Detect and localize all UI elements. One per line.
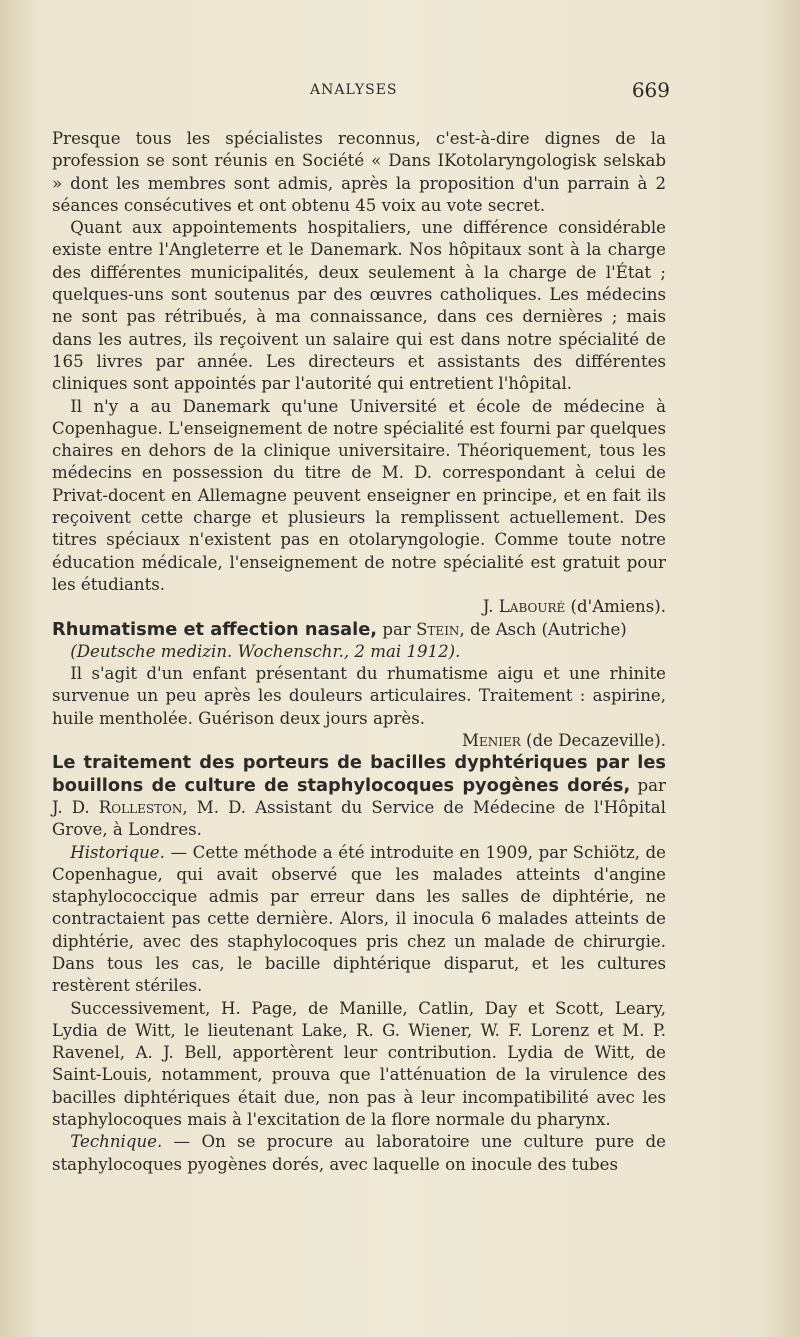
paragraph-rhumatisme: Il s'agit d'un enfant présentant du rhumatisme aigu et une rhinite survenue un peu après les douleurs articulaires. Traitement : aspirine, huile mentholée. Guérison deux jours après. — [52, 664, 666, 728]
article-author: Rolleston — [98, 797, 183, 817]
signature-laboure — [52, 596, 666, 618]
article-heading-rhumatisme — [52, 619, 666, 641]
source-citation: (Deutsche medizin. Wochenschr., 2 mai 1912). — [70, 641, 461, 661]
article-title: Le traitement des porteurs de bacilles dyphtériques par les bouillons de culture de staphylocoques pyogènes dorés, — [52, 752, 666, 796]
section-label-technique: Technique. — [70, 1132, 163, 1152]
paragraph-technique — [52, 1131, 666, 1176]
signature-menier — [52, 730, 666, 752]
article-author: Stein — [416, 619, 460, 639]
historique-text: — Cette méthode a été introduite en 1909, par Schiötz, de Copenhague, qui avait observé que les malades atteints d'angine staphylococcique admis par erreur dans les salles de diphtérie, ne contractaient pas cette dernière. Alors, il inocula 6 malades atteints de diphtérie, avec des staphylocoques pris chez un malade de chirurgie. Dans tous les cas, le bacille diphtérique disparut, et les cultures restèrent stériles. — [52, 842, 666, 996]
article-by: par J. D. — [52, 775, 666, 817]
signature-place: (d'Amiens). — [565, 597, 666, 617]
paragraph-historique — [52, 842, 666, 998]
running-head: ANALYSES — [310, 82, 398, 98]
article-source — [52, 641, 666, 663]
article-title: Rhumatisme et affection nasale, — [52, 618, 378, 640]
article-by: par — [377, 619, 417, 639]
paragraph-successivement: Successivement, H. Page, de Manille, Catlin, Day et Scott, Leary, Lydia de Witt, le lieutenant Lake, R. G. Wiener, W. F. Lorenz et M. P. Ravenel, A. J. Bell, apportèrent leur contribution. Lydia de Witt, de Saint-Louis, notamment, prouva que l'atténuation de la virulence des bacilles diphtériques était due, non pas à leur incompatibilité avec les staphylocoques mais à l'excitation de la flore normale du pharynx. — [52, 998, 666, 1130]
section-label-historique: Historique. — [70, 842, 165, 862]
page-header — [52, 78, 670, 108]
article-affiliation: , M. D. Assistant du Service de Médecine de l'Hôpital Grove, à Londres. — [52, 797, 666, 840]
paragraph-societe: Presque tous les spécialistes reconnus, c'est-à-dire dignes de la profession se sont réunis en Société « Dans IKotolaryngologisk selskab » dont les membres sont admis, après la proposition d'un parrain à 2 séances consécutives et ont obtenu 45 voix au vote secret. — [52, 129, 666, 215]
page-body — [52, 128, 666, 1176]
paragraph-appointements: Quant aux appointements hospitaliers, une différence considérable existe entre l'Angleterre et le Danemark. Nos hôpitaux sont à la charge des différentes municipalités, deux seulement à la charge de l'État ; quelques-uns sont soutenus par des œuvres catholiques. Les médecins ne sont pas rétribués, à ma connaissance, dans ces dernières ; mais dans les autres, ils reçoivent un salaire qui est dans notre spécialité de 165 livres par année. Les directeurs et assistants des différentes cliniques sont appointés par l'autorité qui entretient l'hôpital. — [52, 218, 666, 394]
signature-author: Labouré — [498, 597, 566, 617]
signature-initial: J. — [482, 597, 499, 617]
article-heading-traitement — [52, 752, 666, 841]
article-origin: , de Asch (Autriche) — [459, 619, 627, 639]
signature-place: (de Decazeville). — [520, 731, 666, 751]
page-number: 669 — [631, 78, 670, 102]
technique-text: — On se procure au laboratoire une culture pure de staphylocoques pyogènes dorés, avec laquelle on inocule des tubes — [52, 1132, 666, 1174]
signature-author: Menier — [461, 731, 521, 751]
paragraph-enseignement: Il n'y a au Danemark qu'une Université et école de médecine à Copenhague. L'enseignement de notre spécialité est fourni par quelques chaires en dehors de la clinique universitaire. Théoriquement, tous les médecins en possession du titre de M. D. correspondant à celui de Privat-docent en Allemagne peuvent enseigner en principe, et en fait ils reçoivent cette charge et plusieurs la remplissent actuellement. Des titres spéciaux n'existent pas en otolaryngologie. Comme toute notre éducation médicale, l'enseignement de notre spécialité est gratuit pour les étudiants. — [52, 396, 666, 594]
